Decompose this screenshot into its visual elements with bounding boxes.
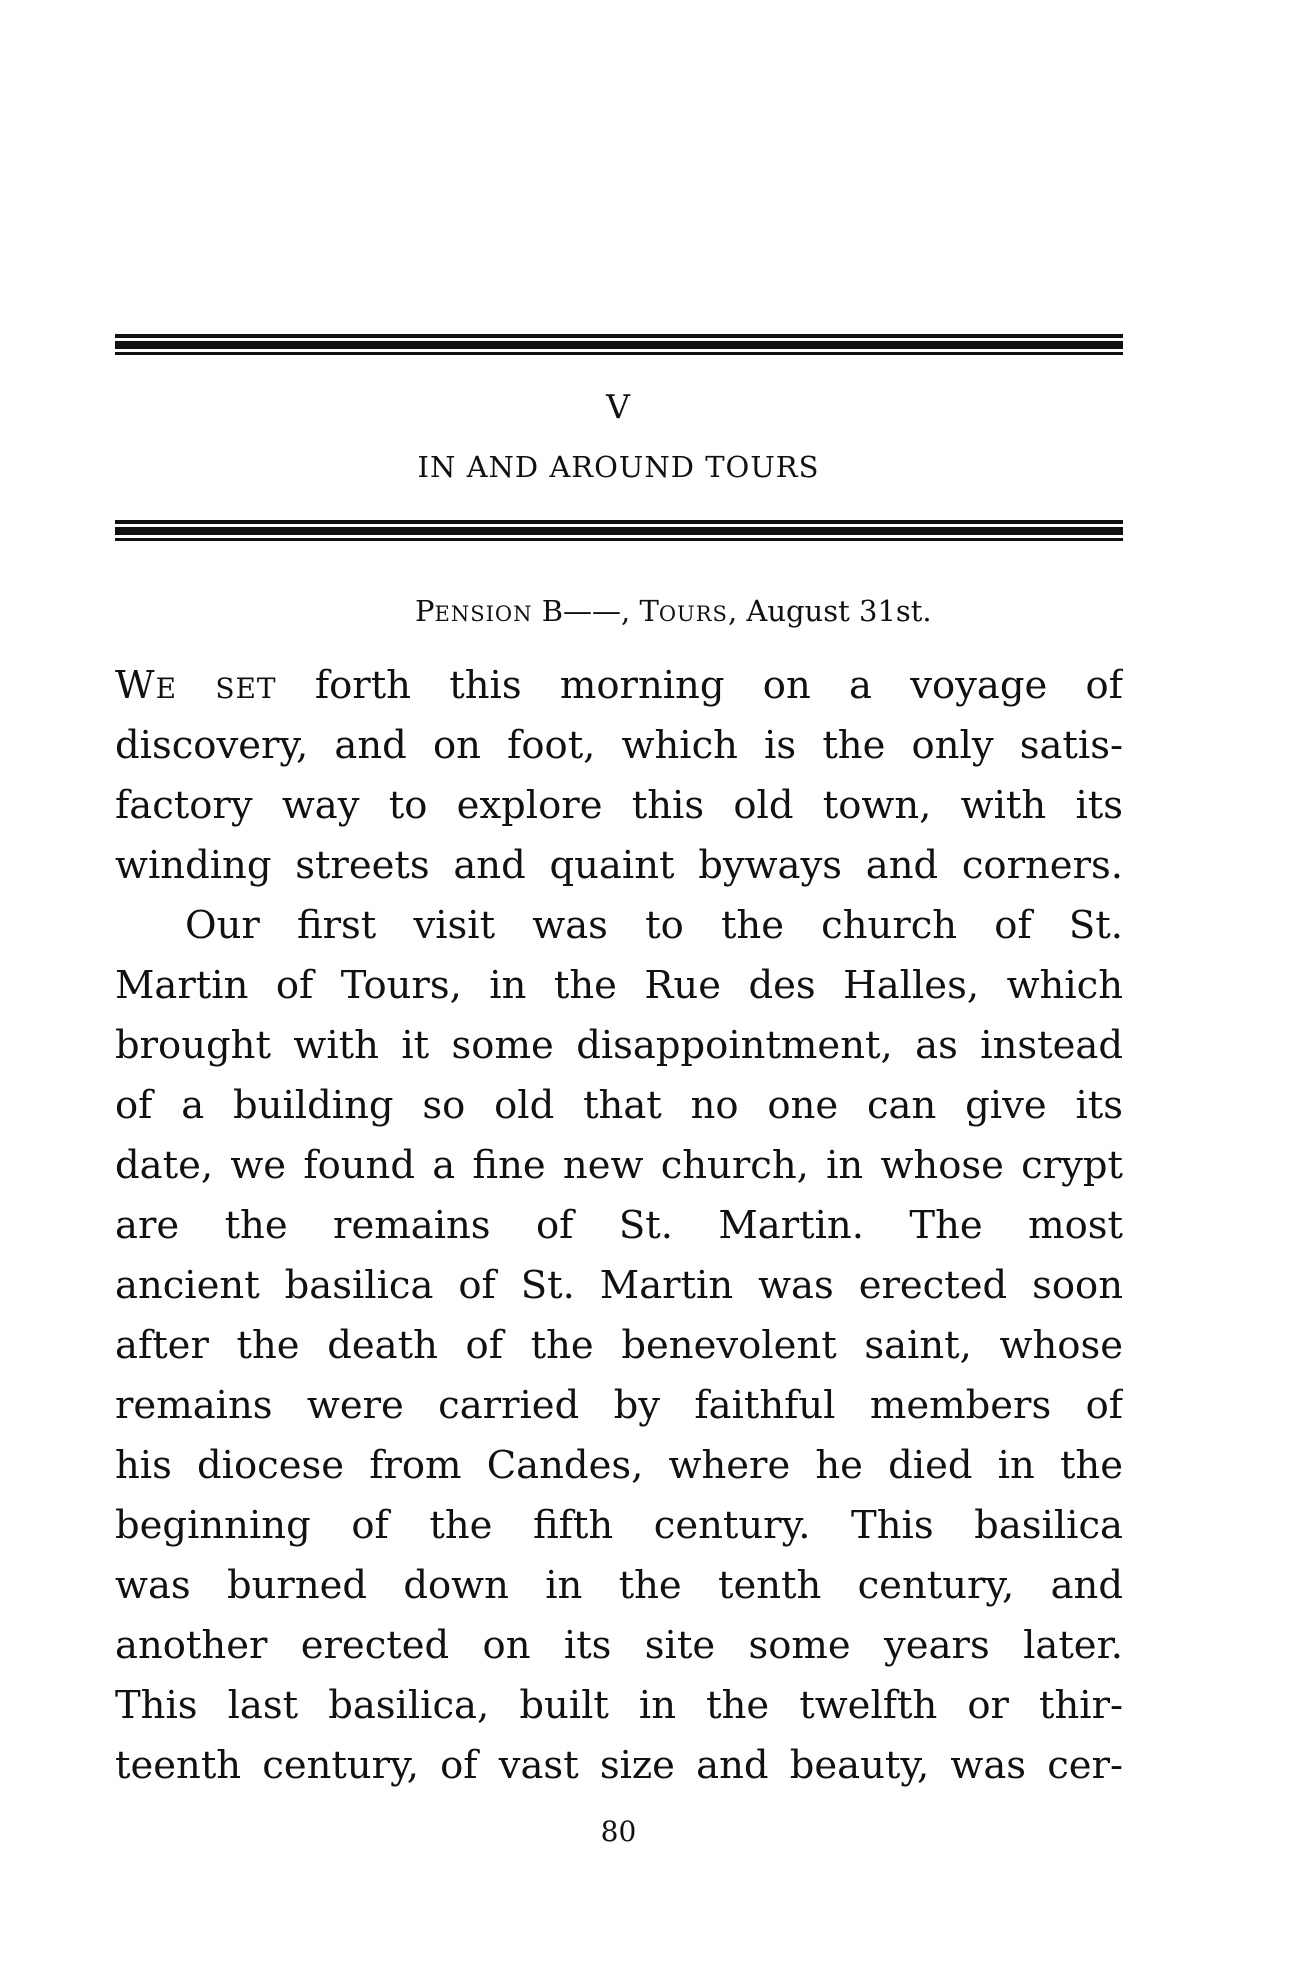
opening-small-caps-2: SET: [215, 672, 277, 705]
rule-line: [115, 520, 1123, 524]
text-line: discovery, and on foot, which is the only satis-: [115, 723, 1123, 768]
text-line: after the death of the benevolent saint, whose: [115, 1323, 1123, 1368]
text-line: factory way to explore this old town, with its: [115, 783, 1123, 828]
chapter-title: IN AND AROUND TOURS: [417, 450, 820, 484]
text-line: This last basilica, built in the twelfth or thir-: [115, 1683, 1123, 1728]
chapter-number: V: [606, 387, 631, 426]
dateline: [415, 594, 1125, 628]
rule-line: [115, 352, 1123, 355]
page-number: 80: [600, 1815, 637, 1848]
text-line: beginning of the fifth century. This basilica: [115, 1503, 1123, 1548]
text-line: another erected on its site some years later.: [115, 1623, 1123, 1668]
body-text: [115, 656, 1123, 1796]
rule-line: [115, 538, 1123, 541]
dateline-city-cap: T: [630, 594, 659, 628]
dateline-place-cap: P: [415, 594, 435, 628]
text-line: are the remains of St. Martin. The most: [115, 1203, 1123, 1248]
text-line: was burned down in the tenth century, and: [115, 1563, 1123, 1608]
dateline-date: , August 31st.: [727, 594, 932, 628]
dateline-city-small: OURS: [658, 602, 728, 626]
rule-line: [115, 527, 1123, 535]
text-line: Martin of Tours, in the Rue des Halles, which: [115, 963, 1123, 1008]
text-line: brought with it some disappointment, as instead: [115, 1023, 1123, 1068]
rule-line: [115, 334, 1123, 338]
rule-line: [115, 341, 1123, 349]
text-line: date, we found a fine new church, in whose crypt: [115, 1143, 1123, 1188]
text-line: teenth century, of vast size and beauty, was cer-: [115, 1743, 1123, 1788]
opening-capital: W: [115, 663, 156, 708]
text-line: remains were carried by faithful members of: [115, 1383, 1123, 1428]
dateline-place-small: ENSION: [434, 602, 533, 626]
text-line: winding streets and quaint byways and corners.: [115, 843, 1123, 888]
paragraph-start-line: Our first visit was to the church of St.: [185, 903, 1123, 948]
top-double-rule: [115, 334, 1123, 356]
dateline-place-rest: B——,: [532, 594, 631, 628]
text-line-1-rest: forth this morning on a voyage of: [276, 663, 1123, 708]
bottom-double-rule: [115, 520, 1123, 542]
text-line: of a building so old that no one can give its: [115, 1083, 1123, 1128]
text-line: his diocese from Candes, where he died in the: [115, 1443, 1123, 1488]
text-line-1: [115, 656, 1123, 716]
text-line: ancient basilica of St. Martin was erected soon: [115, 1263, 1123, 1308]
opening-small-caps: E: [155, 672, 178, 705]
